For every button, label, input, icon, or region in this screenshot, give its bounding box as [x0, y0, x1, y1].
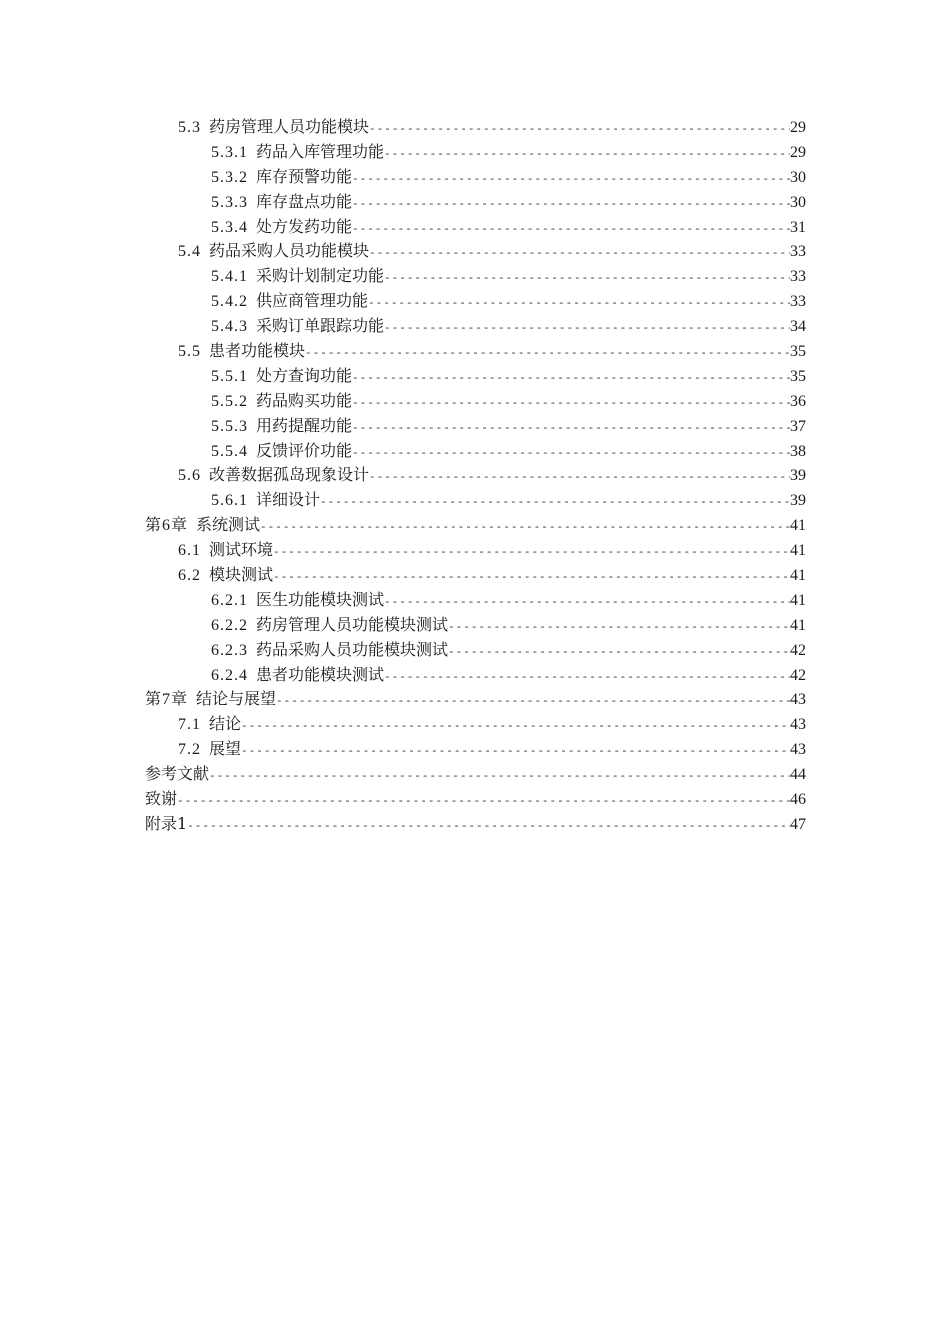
dot-leader: [352, 442, 790, 467]
toc-entry-title: 药品采购人员功能模块: [209, 241, 370, 261]
toc-entry-page-number: 43: [790, 741, 806, 759]
toc-entry-6[interactable]: [145, 513, 806, 538]
dot-leader: [384, 666, 790, 691]
toc-entry-number: 5.4.2: [211, 293, 248, 311]
toc-entry-number: 5.5.1: [211, 367, 248, 385]
toc-entry-page-number: 35: [790, 343, 806, 361]
toc-entry-page-number: 31: [790, 218, 806, 236]
toc-entry-page-number: 41: [790, 567, 806, 585]
toc-entry-page-number: 30: [790, 193, 806, 211]
dot-leader: [209, 765, 790, 790]
toc-entry-5-3-4[interactable]: [145, 215, 806, 240]
toc-entry-page-number: 33: [790, 293, 806, 311]
dot-leader: [273, 541, 790, 566]
toc-entry-5-6-1[interactable]: [145, 488, 806, 513]
toc-entry-number: 5.5.2: [211, 392, 248, 410]
toc-entry-number: 5.4.3: [211, 318, 248, 336]
toc-entry-number: 5.4.1: [211, 268, 248, 286]
toc-entry-page-number: 47: [790, 815, 806, 833]
toc-entry-number: 7.1: [178, 716, 201, 734]
toc-entry-number: 第6章: [145, 517, 189, 535]
dot-leader: [241, 715, 790, 740]
toc-entry-title: 致谢: [145, 789, 178, 809]
dot-leader: [187, 815, 790, 840]
toc-entry-title: 药房管理人员功能模块测试: [256, 614, 449, 634]
toc-entry-page-number: 43: [790, 716, 806, 734]
toc-entry-7[interactable]: [145, 687, 806, 712]
toc-entry-page-number: 30: [790, 168, 806, 186]
toc-entry-number: 6.2.4: [211, 666, 248, 684]
toc-entry-title: 药品入库管理功能: [256, 141, 385, 161]
toc-entry-number: 6.2.1: [211, 591, 248, 609]
toc-entry-5-3-2[interactable]: [145, 165, 806, 190]
toc-entry-title: 库存盘点功能: [256, 191, 353, 211]
toc-entry-number: 5.3.2: [211, 168, 248, 186]
toc-entry-5-6[interactable]: [145, 463, 806, 488]
dot-leader: [369, 242, 790, 267]
toc-entry-26[interactable]: [145, 762, 806, 787]
toc-entry-page-number: 42: [790, 666, 806, 684]
toc-entry-5-4-1[interactable]: [145, 264, 806, 289]
toc-entry-title: 展望: [209, 739, 242, 759]
toc-entry-title: 测试环境: [209, 540, 274, 560]
toc-entry-title: 库存预警功能: [256, 166, 353, 186]
toc-entry-title: 系统测试: [196, 515, 261, 535]
toc-entry-7-1[interactable]: [145, 712, 806, 737]
toc-entry-title: 采购订单跟踪功能: [256, 316, 385, 336]
toc-entry-page-number: 43: [790, 691, 806, 709]
toc-entry-6-2-2[interactable]: [145, 613, 806, 638]
toc-entry-title: 药房管理人员功能模块: [209, 117, 370, 136]
toc-entry-page-number: 39: [790, 492, 806, 510]
dot-leader: [352, 218, 790, 243]
dot-leader: [177, 790, 790, 815]
toc-entry-title: 参考文献: [145, 764, 210, 784]
dot-leader: [276, 690, 790, 715]
toc-entry-6-2-3[interactable]: [145, 638, 806, 663]
toc-entry-title: 用药提醒功能: [256, 415, 353, 435]
toc-entry-page-number: 33: [790, 268, 806, 286]
dot-leader: [241, 740, 790, 765]
toc-entry-number: 5.6.1: [211, 492, 248, 510]
table-of-contents: [145, 115, 806, 837]
dot-leader: [369, 466, 790, 491]
toc-entry-28[interactable]: [145, 812, 806, 837]
toc-entry-title: 附录1: [145, 813, 188, 833]
toc-entry-title: 药品采购人员功能模块测试: [256, 639, 449, 659]
toc-entry-title: 模块测试: [209, 565, 274, 585]
toc-entry-number: 5.5: [178, 343, 201, 361]
toc-entry-number: 6.2.2: [211, 616, 248, 634]
toc-entry-page-number: 39: [790, 467, 806, 485]
toc-entry-page-number: 38: [790, 442, 806, 460]
toc-entry-title: 改善数据孤岛现象设计: [209, 465, 370, 485]
toc-entry-page-number: 41: [790, 591, 806, 609]
toc-entry-5-5-1[interactable]: [145, 364, 806, 389]
toc-entry-page-number: 34: [790, 318, 806, 336]
toc-entry-page-number: 37: [790, 417, 806, 435]
toc-entry-title: 处方发药功能: [256, 216, 353, 236]
toc-entry-title: 采购计划制定功能: [256, 266, 385, 286]
toc-entry-title: 处方查询功能: [256, 365, 353, 385]
toc-entry-5-5-4[interactable]: [145, 439, 806, 464]
toc-entry-page-number: 33: [790, 243, 806, 261]
toc-entry-5-3-1[interactable]: [145, 140, 806, 165]
toc-entry-title: 反馈评价功能: [256, 440, 353, 460]
dot-leader: [352, 193, 790, 218]
toc-entry-27[interactable]: [145, 787, 806, 812]
dot-leader: [320, 491, 790, 516]
toc-entry-number: 6.2: [178, 567, 201, 585]
dot-leader: [352, 417, 790, 442]
dot-leader: [384, 317, 790, 342]
toc-entry-page-number: 41: [790, 542, 806, 560]
dot-leader: [384, 143, 790, 168]
toc-entry-5-4[interactable]: [145, 239, 806, 264]
toc-entry-page-number: 35: [790, 367, 806, 385]
toc-entry-number: 5.5.3: [211, 417, 248, 435]
toc-entry-number: 6.2.3: [211, 641, 248, 659]
toc-entry-6-2-1[interactable]: [145, 588, 806, 613]
toc-entry-number: 5.5.4: [211, 442, 248, 460]
toc-entry-page-number: 44: [790, 766, 806, 784]
dot-leader: [448, 616, 790, 641]
toc-entry-6-2-4[interactable]: [145, 663, 806, 688]
toc-entry-number: 5.3.4: [211, 218, 248, 236]
toc-entry-number: 5.6: [178, 467, 201, 485]
toc-entry-page-number: 29: [790, 119, 806, 136]
toc-entry-title: 患者功能模块: [209, 341, 306, 361]
toc-entry-page-number: 36: [790, 392, 806, 410]
dot-leader: [352, 392, 790, 417]
toc-entry-title: 供应商管理功能: [256, 291, 369, 311]
dot-leader: [352, 168, 790, 193]
toc-entry-page-number: 41: [790, 517, 806, 535]
toc-entry-6-1[interactable]: [145, 538, 806, 563]
toc-entry-number: 5.4: [178, 243, 201, 261]
toc-entry-number: 7.2: [178, 741, 201, 759]
dot-leader: [384, 267, 790, 292]
dot-leader: [352, 367, 790, 392]
toc-entry-7-2[interactable]: [145, 737, 806, 762]
toc-entry-6-2[interactable]: [145, 563, 806, 588]
toc-entry-5-4-3[interactable]: [145, 314, 806, 339]
dot-leader: [260, 516, 790, 541]
toc-entry-title: 患者功能模块测试: [256, 664, 385, 684]
toc-entry-5-3-3[interactable]: [145, 190, 806, 215]
dot-leader: [448, 641, 790, 666]
toc-entry-number: 5.3: [178, 119, 201, 136]
toc-entry-5-4-2[interactable]: [145, 289, 806, 314]
dot-leader: [369, 118, 790, 143]
toc-entry-page-number: 41: [790, 616, 806, 634]
toc-entry-number: 5.3.3: [211, 193, 248, 211]
toc-entry-number: 第7章: [145, 691, 189, 709]
toc-entry-title: 医生功能模块测试: [256, 589, 385, 609]
toc-entry-5-5-3[interactable]: [145, 414, 806, 439]
toc-entry-page-number: 29: [790, 143, 806, 161]
toc-entry-5-3[interactable]: [145, 115, 806, 140]
toc-entry-title: 结论与展望: [196, 689, 277, 709]
toc-entry-title: 详细设计: [256, 490, 321, 510]
dot-leader: [305, 342, 790, 367]
toc-entry-title: 药品购买功能: [256, 390, 353, 410]
toc-entry-page-number: 46: [790, 791, 806, 809]
toc-entry-5-5[interactable]: [145, 339, 806, 364]
toc-entry-title: 结论: [209, 714, 242, 734]
toc-entry-page-number: 42: [790, 641, 806, 659]
toc-entry-number: 6.1: [178, 542, 201, 560]
toc-entry-number: 5.3.1: [211, 143, 248, 161]
dot-leader: [368, 292, 790, 317]
toc-entry-5-5-2[interactable]: [145, 389, 806, 414]
